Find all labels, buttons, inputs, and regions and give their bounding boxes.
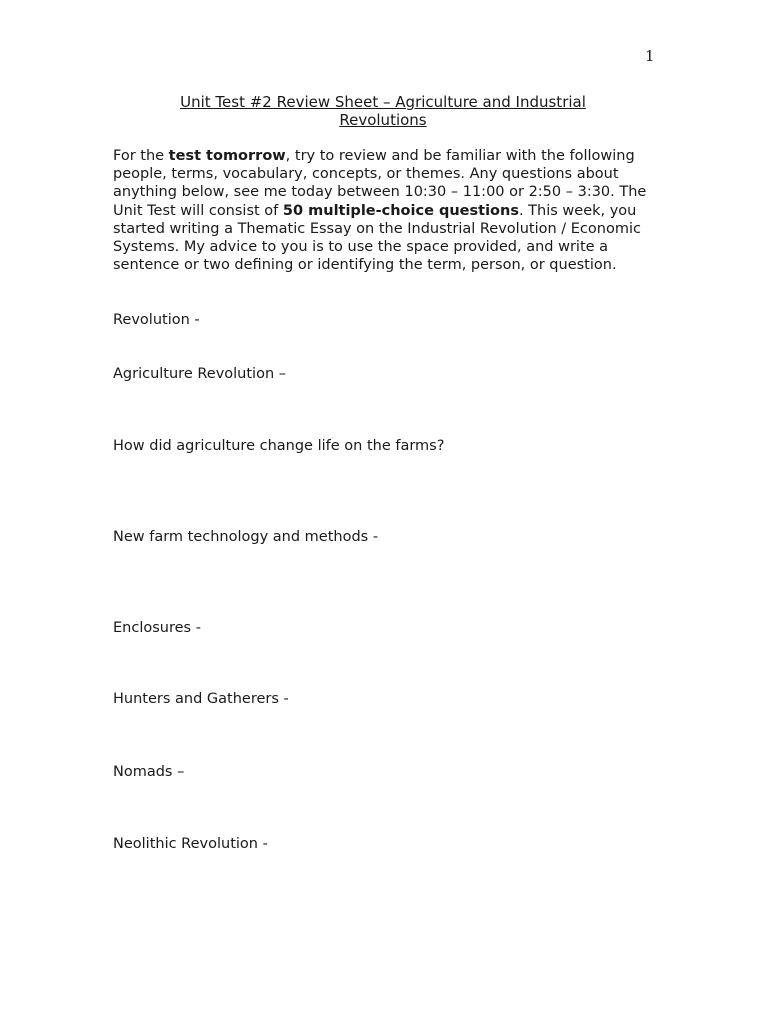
intro-bold-question-count: 50 multiple-choice questions [282, 202, 519, 219]
page-number: 1 [645, 47, 655, 65]
page-title [113, 93, 653, 129]
title-line-2: Revolutions [339, 111, 427, 129]
title-line-1: Unit Test #2 Review Sheet – Agriculture and Industrial [180, 93, 586, 111]
term-farm-technology: New farm technology and methods - [113, 529, 379, 545]
intro-bold-test-tomorrow: test tomorrow [168, 148, 286, 164]
intro-text-1: For the [113, 148, 169, 164]
intro-text-2: , try to review and be familiar with the following people, terms, vocabulary, concepts, or themes. Any questions about anything below, see me today between 10:30 – 11:00 or 2:50 – 3:30. The Unit Test will consist of [113, 148, 647, 219]
term-nomads: Nomads – [113, 764, 185, 780]
term-hunters-gatherers: Hunters and Gatherers - [113, 691, 289, 707]
intro-text-3: . This week, you started writing a Thematic Essay on the Industrial Revolution / Economic Systems. My advice to you is to use the space provided, and write a sentence or two defining or identifying the term, person, or question. [113, 202, 641, 274]
term-revolution: Revolution - [113, 312, 200, 328]
question-agriculture-change: How did agriculture change life on the farms? [113, 438, 445, 454]
term-enclosures: Enclosures - [113, 620, 201, 636]
intro-paragraph [113, 147, 658, 274]
term-agriculture-revolution: Agriculture Revolution – [113, 366, 287, 382]
term-neolithic-revolution: Neolithic Revolution - [113, 836, 268, 852]
